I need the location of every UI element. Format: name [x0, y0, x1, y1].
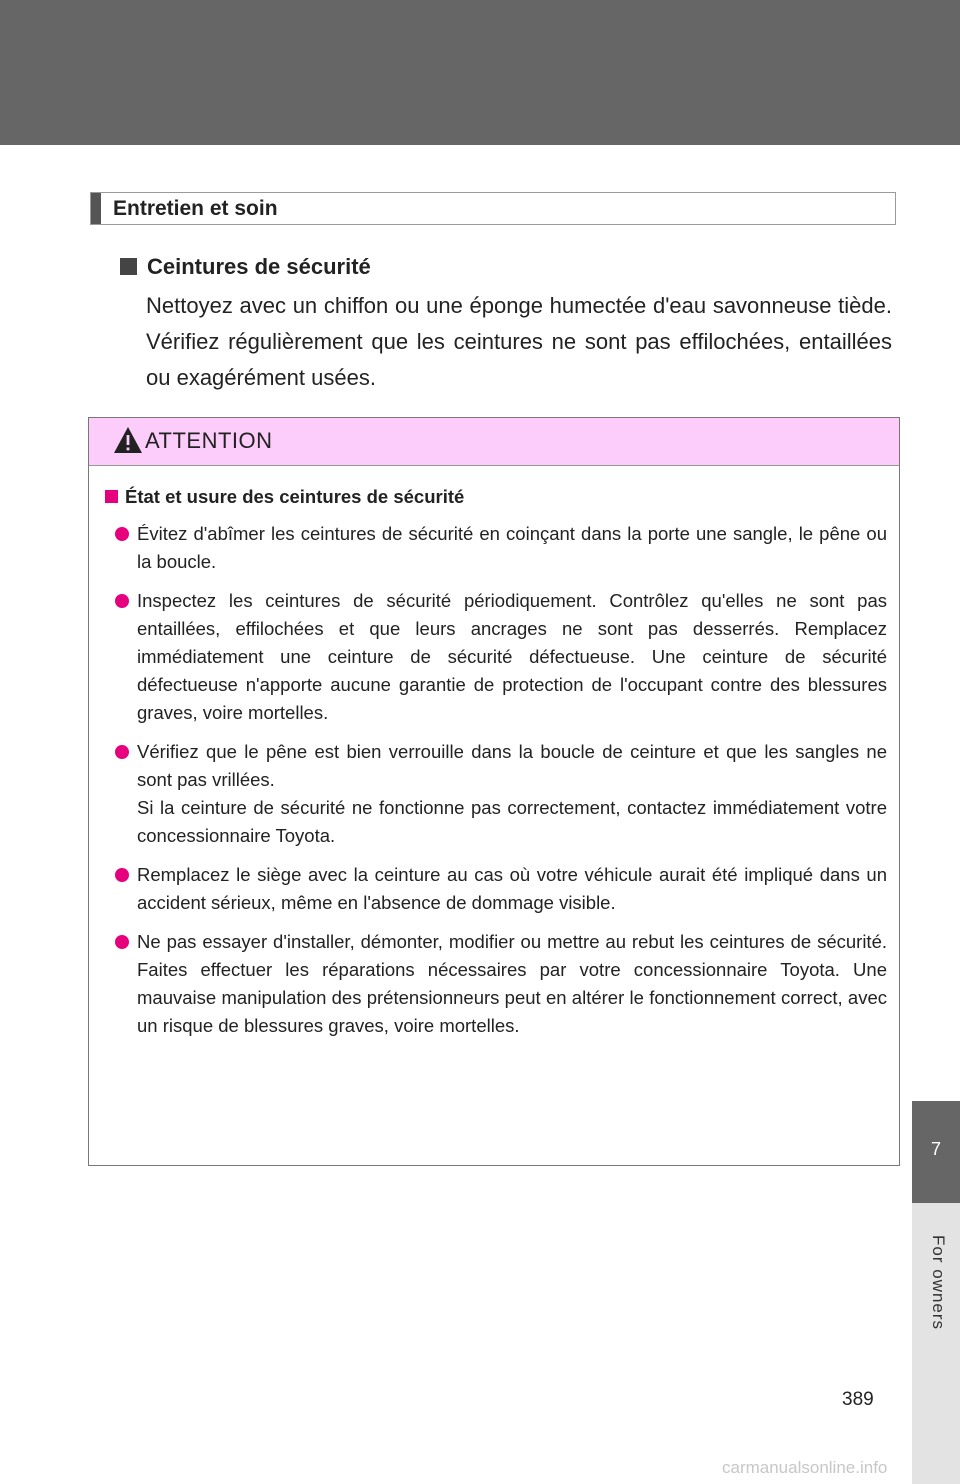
warning-triangle-icon: [113, 426, 143, 454]
list-item: [105, 520, 887, 576]
watermark: carmanualsonline.info: [722, 1458, 888, 1477]
subsection-title: Ceintures de sécurité: [147, 254, 371, 279]
section-title: Entretien et soin: [113, 197, 278, 220]
chapter-side-tab: [912, 1101, 960, 1484]
page-number: 389: [842, 1389, 874, 1410]
bullet-text: Ne pas essayer d'installer, démonter, modifier ou mettre au rebut les ceintures de sécurité. Faites effectuer les réparations nécessaires par votre concessionnaire Toyota. Une mauvaise manipulation des prétensionneurs peut en altérer le fonctionnement correct, avec un risque de blessures graves, voire mortelles.: [137, 931, 887, 1036]
attention-box: [88, 417, 900, 1166]
body-paragraph: Nettoyez avec un chiffon ou une éponge humectée d'eau savonneuse tiède. Vérifiez régulièrement que les ceintures ne sont pas effilochées, entaillées ou exagérément usées.: [146, 293, 892, 390]
list-item: [105, 738, 887, 850]
square-bullet-icon: [120, 258, 137, 275]
list-item: [105, 861, 887, 917]
attention-label: ATTENTION: [145, 428, 273, 453]
chapter-label: For owners: [929, 1235, 948, 1331]
attention-body: [89, 466, 899, 1040]
list-item: [105, 928, 887, 1040]
section-header: [90, 192, 896, 225]
chapter-label-block: [912, 1203, 960, 1484]
bullet-dot-icon: [115, 594, 129, 608]
top-header-band: [0, 0, 960, 145]
bullet-dot-icon: [115, 527, 129, 541]
subsection-heading: [120, 254, 371, 280]
bullet-text: Inspectez les ceintures de sécurité périodiquement. Contrôlez qu'elles ne sont pas entaillées, effilochées et que leurs ancrages ne sont pas desserrés. Remplacez immédiatement une ceinture de sécurité défectueuse. Une ceinture de sécurité défectueuse n'apporte aucune garantie de protection de l'occupant contre des blessures graves, voire mortelles.: [137, 590, 887, 723]
attention-header: [89, 418, 899, 466]
chapter-number-block: [912, 1101, 960, 1203]
bullet-text-continued: Si la ceinture de sécurité ne fonctionne pas correctement, contactez immédiatement votre concessionnaire Toyota.: [137, 797, 887, 846]
bullet-text: Vérifiez que le pêne est bien verrouille dans la boucle de ceinture et que les sangles ne sont pas vrillées.: [137, 741, 887, 790]
chapter-number: 7: [930, 1139, 941, 1159]
bullet-dot-icon: [115, 935, 129, 949]
attention-subheading-text: État et usure des ceintures de sécurité: [125, 486, 465, 507]
bullet-text: Remplacez le siège avec la ceinture au cas où votre véhicule aurait été impliqué dans un accident sérieux, même en l'absence de dommage visible.: [137, 864, 887, 913]
bullet-dot-icon: [115, 868, 129, 882]
bullet-dot-icon: [115, 745, 129, 759]
attention-subheading: [105, 486, 887, 508]
bullet-text: Évitez d'abîmer les ceintures de sécurité en coinçant dans la porte une sangle, le pêne ou la boucle.: [137, 523, 887, 572]
list-item: [105, 587, 887, 727]
square-bullet-icon: [105, 490, 118, 503]
section-header-bar: [91, 193, 101, 224]
